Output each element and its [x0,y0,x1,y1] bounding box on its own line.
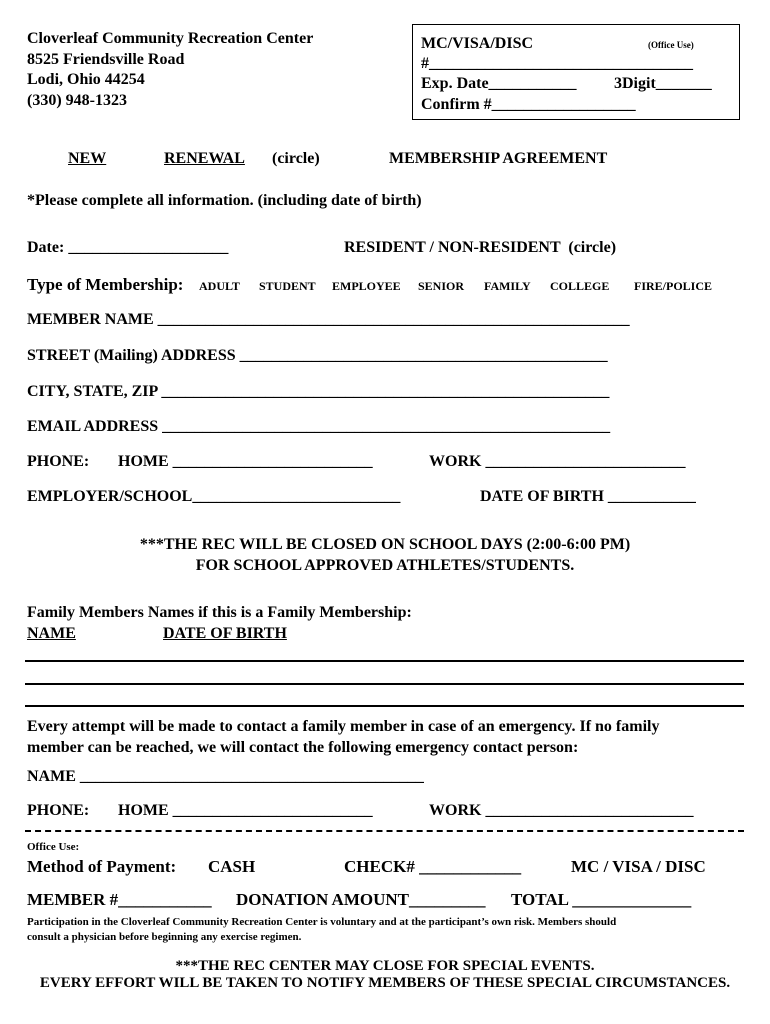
office-use-divider [25,830,744,832]
type-senior[interactable]: SENIOR [418,279,465,293]
resident-option[interactable]: RESIDENT / NON-RESIDENT (circle) [344,239,617,256]
type-family[interactable]: FAMILY [484,279,531,293]
org-phone: (330) 948-1323 [27,92,127,109]
payment-check[interactable]: CHECK# ____________ [344,857,522,876]
payment-method-label: Method of Payment: [27,857,177,876]
family-dob-header: DATE OF BIRTH [163,625,287,642]
donation-amount-field[interactable]: DONATION AMOUNT_________ [236,890,486,909]
email-field[interactable]: EMAIL ADDRESS ________________________________________________________ [27,419,611,435]
type-employee[interactable]: EMPLOYEE [332,279,401,293]
member-number-field[interactable]: MEMBER #___________ [27,890,212,909]
family-name-header: NAME [27,625,76,642]
date-of-birth-field[interactable]: DATE OF BIRTH ___________ [480,488,696,505]
emergency-home-field[interactable]: HOME _________________________ [118,803,373,819]
phone-label: PHONE: [27,453,90,470]
org-street: 8525 Friendsville Road [27,51,185,68]
home-phone-field[interactable]: HOME _________________________ [118,454,373,470]
footer-line1: ***THE REC CENTER MAY CLOSE FOR SPECIAL EVENTS. [175,958,595,974]
payment-cash[interactable]: CASH [208,857,256,876]
card-type-label: MC/VISA/DISC [421,35,534,52]
three-digit-field[interactable]: 3Digit_______ [614,75,712,92]
family-line-3[interactable] [25,705,744,707]
office-use-label: Office Use: [27,841,80,853]
agreement-title: MEMBERSHIP AGREEMENT [389,150,608,167]
footer-line2: EVERY EFFORT WILL BE TAKEN TO NOTIFY MEMBERS OF THESE SPECIAL CIRCUMSTANCES. [39,975,731,991]
instructions: *Please complete all information. (including date of birth) [27,192,422,209]
city-state-zip-field[interactable]: CITY, STATE, ZIP ________________________________________________________ [27,384,610,400]
family-line-2[interactable] [25,683,744,685]
type-adult[interactable]: ADULT [199,279,240,293]
date-field[interactable]: Date: ____________________ [27,239,229,256]
type-student[interactable]: STUDENT [259,279,316,293]
new-option[interactable]: NEW [68,150,107,167]
payment-card[interactable]: MC / VISA / DISC [571,857,706,876]
street-address-field[interactable]: STREET (Mailing) ADDRESS ______________________________________________ [27,348,608,364]
circle-note: (circle) [272,150,320,167]
total-field[interactable]: TOTAL ______________ [511,890,692,909]
family-heading: Family Members Names if this is a Family Membership: [27,604,412,621]
confirm-number-field[interactable]: Confirm #__________________ [421,96,636,113]
card-number-field[interactable]: #_________________________________ [421,56,693,72]
type-college[interactable]: COLLEGE [550,279,610,293]
closed-notice-line1: ***THE REC WILL BE CLOSED ON SCHOOL DAYS (2:00-6:00 PM) [139,536,631,553]
employer-school-field[interactable]: EMPLOYER/SCHOOL__________________________ [27,489,401,505]
org-city: Lodi, Ohio 44254 [27,71,145,88]
renewal-option[interactable]: RENEWAL [164,150,245,167]
emergency-name-field[interactable]: NAME ___________________________________________ [27,769,424,785]
emergency-text-line2: member can be reached, we will contact the following emergency contact person: [27,739,579,756]
emergency-text-line1: Every attempt will be made to contact a family member in case of an emergency. If no family [27,718,660,735]
closed-notice-line2: FOR SCHOOL APPROVED ATHLETES/STUDENTS. [195,557,575,574]
type-fire-police[interactable]: FIRE/POLICE [634,279,713,293]
office-use-note: (Office Use) [648,40,694,50]
exp-date-field[interactable]: Exp. Date___________ [421,75,577,92]
work-phone-field[interactable]: WORK _________________________ [429,454,686,470]
family-line-1[interactable] [25,660,744,662]
disclaimer-line1: Participation in the Cloverleaf Community Recreation Center is voluntary and at the participant’s own risk. Members should [27,916,617,928]
emergency-work-field[interactable]: WORK __________________________ [429,803,694,819]
membership-type-label: Type of Membership: [27,275,184,294]
member-name-field[interactable]: MEMBER NAME ___________________________________________________________ [27,312,630,328]
disclaimer-line2: consult a physician before beginning any exercise regimen. [27,931,302,943]
emergency-phone-label: PHONE: [27,802,90,819]
org-name: Cloverleaf Community Recreation Center [27,30,314,47]
